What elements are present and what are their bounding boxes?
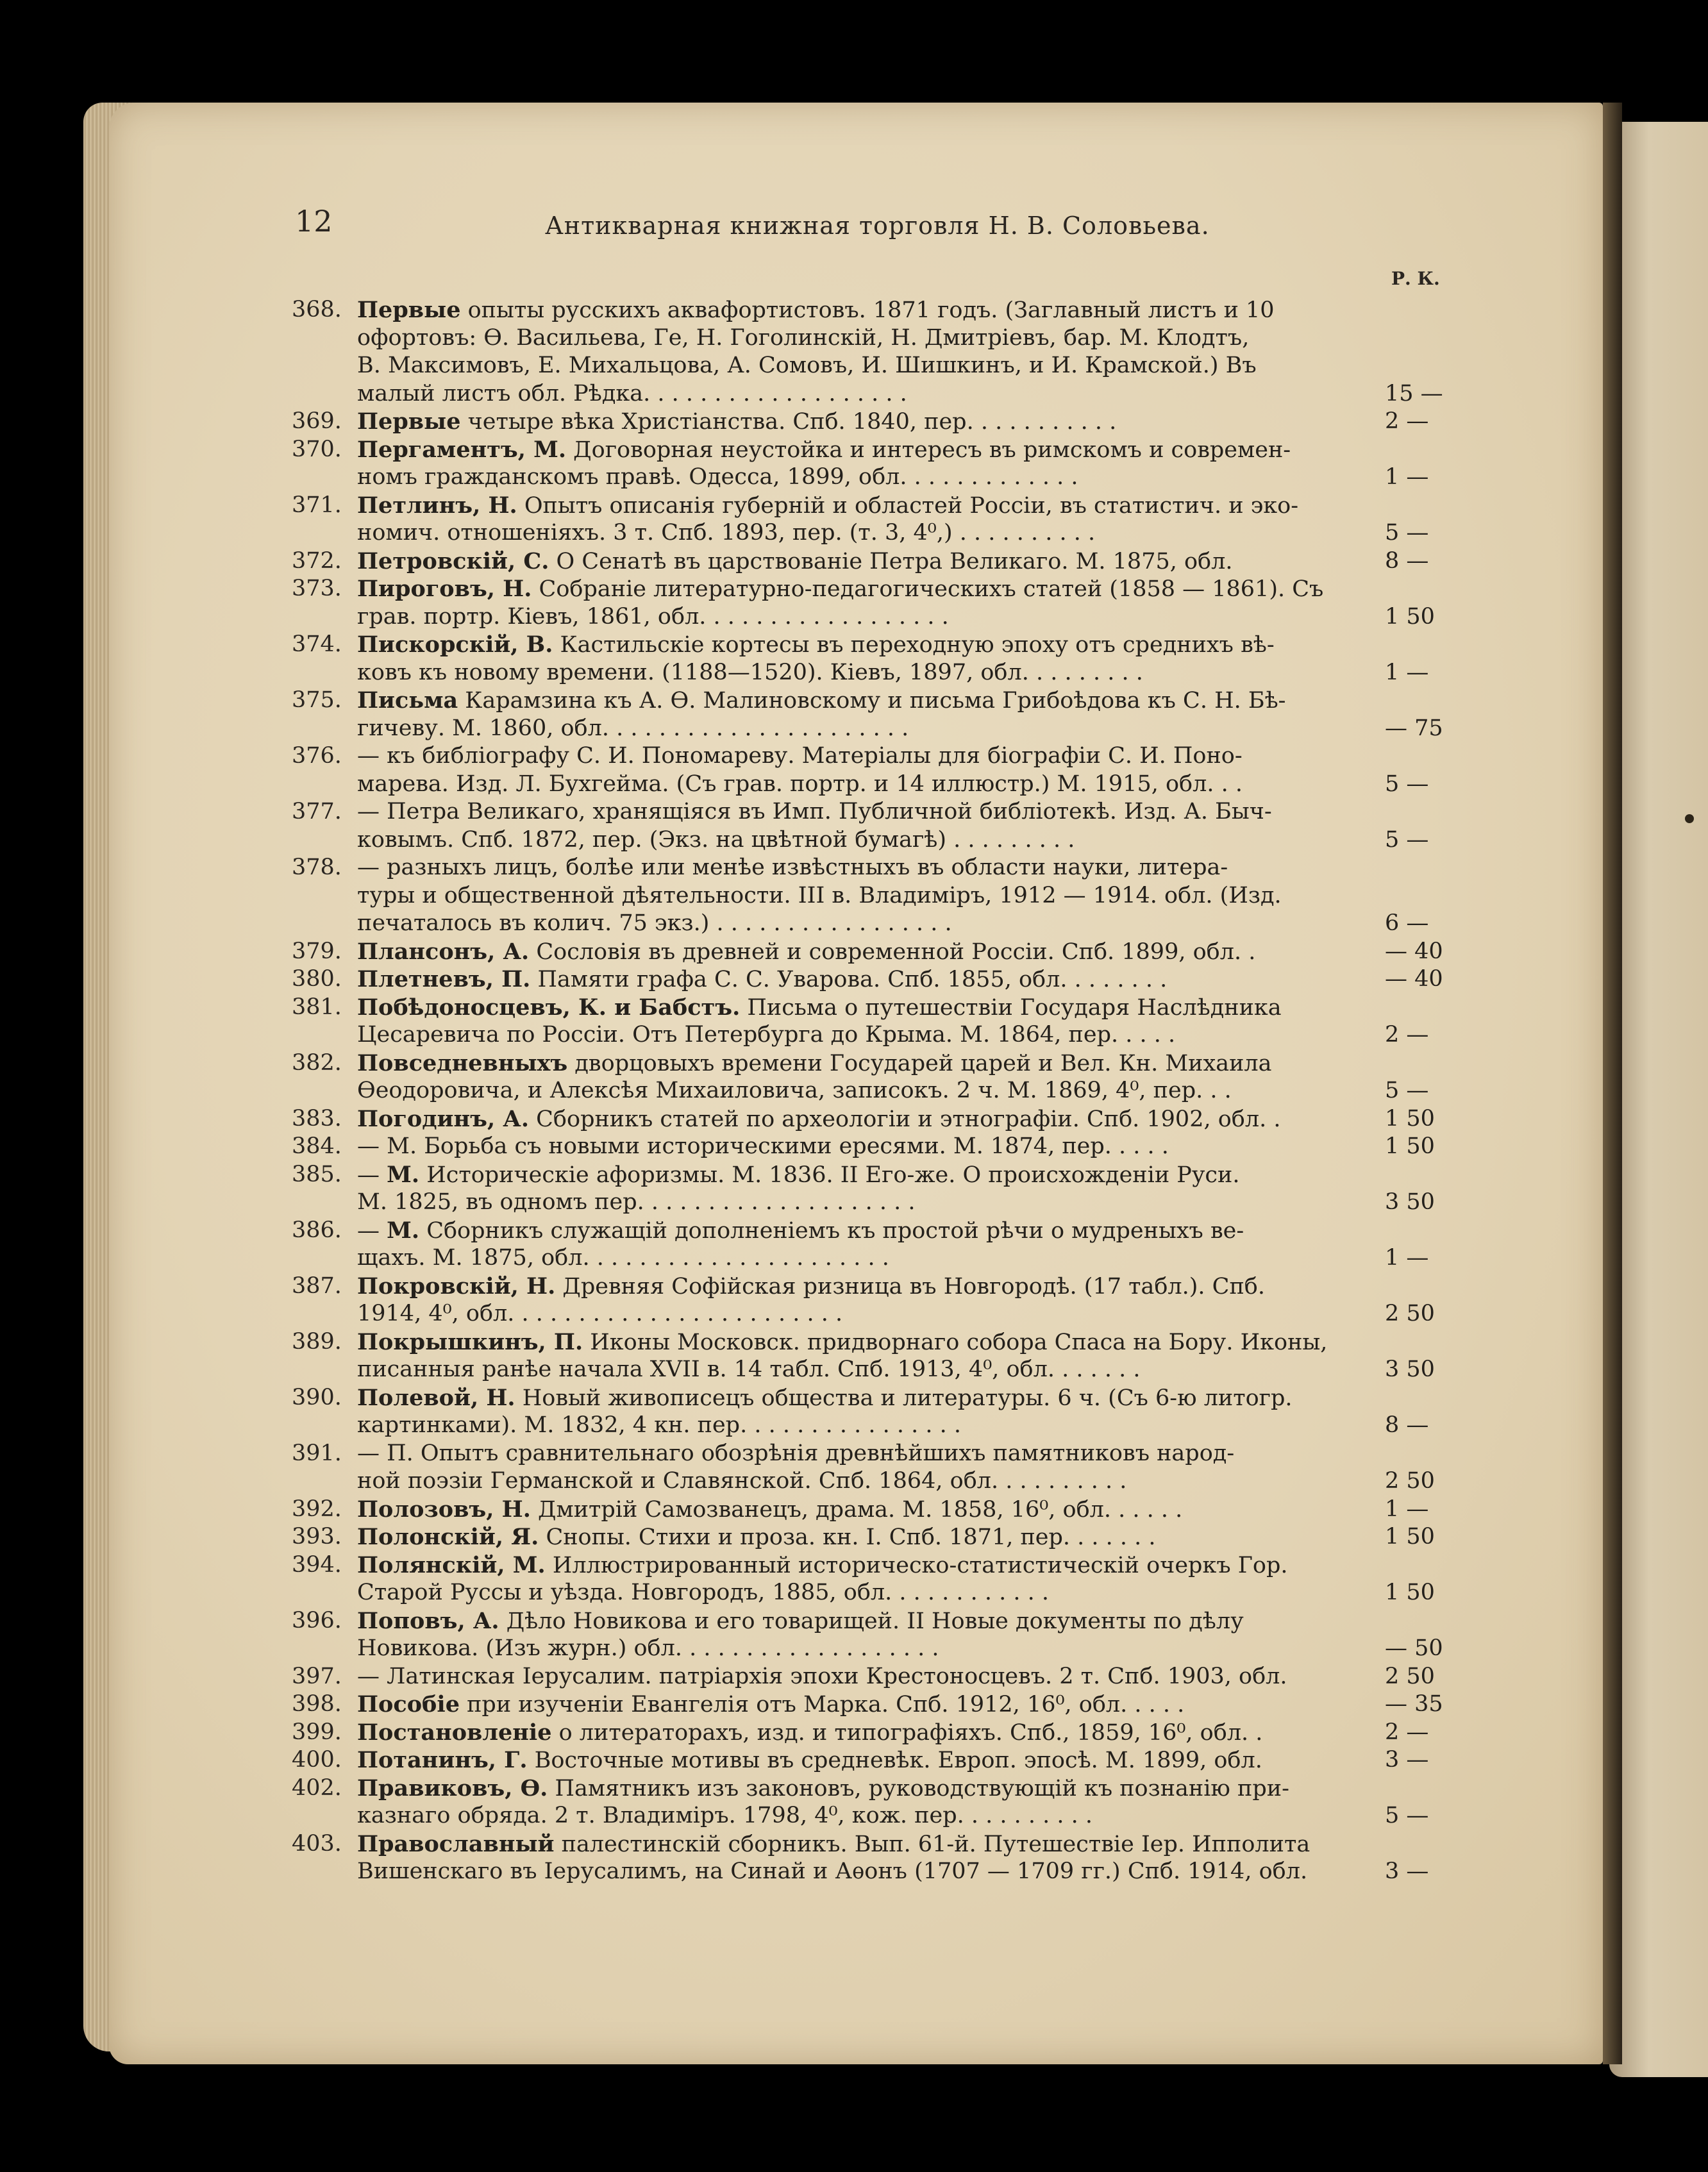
entry-text-line: ной поэзіи Германской и Славянской. Спб. 1864, обл. . . . . . . . . . bbox=[357, 1468, 1127, 1494]
entry-text-line: офортовъ: Ѳ. Васильева, Ге, Н. Гоголинскій, Н. Дмитріевъ, бар. М. Клодтъ, bbox=[357, 324, 1250, 351]
entry-text-line: Покрышкинъ, П. Иконы Московск. придворнаго собора Спаса на Бору. Иконы, bbox=[357, 1328, 1328, 1355]
entry-price: 8 — bbox=[1385, 1412, 1429, 1438]
entry-price: 2 — bbox=[1385, 1022, 1429, 1048]
entry-number: 392. bbox=[292, 1496, 342, 1522]
entry-price: 2 50 bbox=[1385, 1663, 1435, 1689]
entry-text-line: Новикова. (Изъ журн.) обл. . . . . . . . . . . . . . . . . . . bbox=[357, 1635, 939, 1661]
entry-price: — 50 bbox=[1385, 1635, 1443, 1661]
entry-text-line: Петровскій, С. О Сенатѣ въ царствованіе Петра Великаго. М. 1875, обл. bbox=[357, 547, 1233, 574]
entry-text-line: Полонскій, Я. Снопы. Стихи и проза. кн. I. Спб. 1871, пер. . . . . . . bbox=[357, 1524, 1156, 1550]
entry-price: 5 — bbox=[1385, 520, 1429, 546]
entry-number: 400. bbox=[292, 1747, 342, 1773]
entry-text-line: Ѳеодоровича, и Алексѣя Михаиловича, записокъ. 2 ч. М. 1869, 4⁰, пер. . . bbox=[357, 1078, 1232, 1103]
entry-number: 372. bbox=[292, 547, 342, 574]
entry-number: 377. bbox=[292, 799, 342, 824]
price-column-header: Р. К. bbox=[1391, 268, 1440, 289]
entry-price: 2 50 bbox=[1385, 1301, 1435, 1326]
entry-text-line: — Латинская Іерусалим. патріархія эпохи Крестоносцевъ. 2 т. Спб. 1903, обл. bbox=[357, 1663, 1287, 1689]
entry-number: 374. bbox=[292, 631, 342, 657]
entry-text-line: Вишенскаго въ Іерусалимъ, на Синай и Аѳонъ (1707 — 1709 гг.) Спб. 1914, обл. bbox=[357, 1859, 1308, 1884]
entry-number: 376. bbox=[292, 743, 342, 769]
running-head: Антикварная книжная торговля Н. В. Соловьева. bbox=[545, 212, 1210, 240]
entry-text-line: Первые опыты русскихъ аквафортистовъ. 1871 годъ. (Заглавный листъ и 10 bbox=[357, 297, 1275, 323]
entry-text-line: Петлинъ, Н. Опытъ описанія губерній и областей Россіи, въ статистич. и эко- bbox=[357, 492, 1299, 519]
entry-price: 1 50 bbox=[1385, 1580, 1435, 1605]
entry-price: 3 50 bbox=[1385, 1357, 1435, 1382]
entry-number: 368. bbox=[292, 297, 342, 322]
entry-price: 1 50 bbox=[1385, 1105, 1435, 1132]
entry-text-line: Постановленіе о литераторахъ, изд. и типографіяхъ. Спб., 1859, 16⁰, обл. . bbox=[357, 1719, 1263, 1746]
entry-number: 398. bbox=[292, 1691, 342, 1717]
entry-number: 381. bbox=[292, 994, 342, 1020]
entry-text-line: Пергаментъ, М. Договорная неустойка и интересъ въ римскомъ и современ- bbox=[357, 436, 1291, 463]
entry-price: 3 — bbox=[1385, 1859, 1429, 1884]
entry-text-line: Старой Руссы и уѣзда. Новгородъ, 1885, обл. . . . . . . . . . . . bbox=[357, 1580, 1050, 1605]
entry-text-line: — П. Опытъ сравнительнаго обозрѣнія древнѣйшихъ памятниковъ народ- bbox=[357, 1440, 1235, 1466]
entry-number: 373. bbox=[292, 576, 342, 601]
page-number: 12 bbox=[295, 204, 333, 238]
stain-mark bbox=[1685, 814, 1694, 823]
entry-number: 403. bbox=[292, 1830, 342, 1857]
entry-price: — 40 bbox=[1385, 938, 1443, 964]
entry-text-line: Погодинъ, А. Сборникъ статей по археологіи и этнографіи. Спб. 1902, обл. . bbox=[357, 1105, 1281, 1132]
entry-text-line: писанныя ранѣе начала XVII в. 14 табл. Спб. 1913, 4⁰, обл. . . . . . . bbox=[357, 1357, 1141, 1382]
entry-text-line: Пироговъ, Н. Собраніе литературно-педагогическихъ статей (1858 — 1861). Съ bbox=[357, 576, 1324, 602]
entry-text-line: Полозовъ, Н. Дмитрій Самозванецъ, драма. М. 1858, 16⁰, обл. . . . . . bbox=[357, 1496, 1183, 1523]
entry-number: 399. bbox=[292, 1719, 342, 1745]
entry-number: 382. bbox=[292, 1049, 342, 1076]
entry-number: 387. bbox=[292, 1273, 342, 1299]
entry-text-line: В. Максимовъ, Е. Михальцова, А. Сомовъ, И. Шишкинъ, и И. Крамской.) Въ bbox=[357, 353, 1257, 378]
entry-number: 380. bbox=[292, 966, 342, 992]
entry-number: 391. bbox=[292, 1440, 342, 1466]
entry-text-line: М. 1825, въ одномъ пер. . . . . . . . . . . . . . . . . . . . bbox=[357, 1189, 916, 1215]
entry-text-line: марева. Изд. Л. Бухгейма. (Съ грав. портр. и 14 иллюстр.) М. 1915, обл. . . bbox=[357, 771, 1243, 797]
book-gutter bbox=[1603, 103, 1622, 2064]
entry-text-line: Православный палестинскій сборникъ. Вып. 61-й. Путешествіе Іер. Ипполита bbox=[357, 1830, 1310, 1857]
entry-price: 5 — bbox=[1385, 1803, 1429, 1828]
entry-price: — 75 bbox=[1385, 715, 1443, 741]
entry-number: 393. bbox=[292, 1524, 342, 1550]
entry-text-line: Повседневныхъ дворцовыхъ времени Государей царей и Вел. Кн. Михаила bbox=[357, 1049, 1272, 1076]
entry-number: 386. bbox=[292, 1217, 342, 1243]
entry-price: 1 — bbox=[1385, 1245, 1429, 1271]
entry-text-line: номъ гражданскомъ правѣ. Одесса, 1899, обл. . . . . . . . . . . . . bbox=[357, 464, 1078, 490]
entry-number: 402. bbox=[292, 1775, 342, 1801]
entry-price: 5 — bbox=[1385, 1078, 1429, 1103]
entry-text-line: Поповъ, А. Дѣло Новикова и его товарищей. II Новые документы по дѣлу bbox=[357, 1607, 1244, 1634]
entry-text-line: грав. портр. Кіевъ, 1861, обл. . . . . . . . . . . . . . . . . . bbox=[357, 603, 949, 630]
entry-text-line: Плансонъ, А. Сословія въ древней и современной Россіи. Спб. 1899, обл. . bbox=[357, 938, 1256, 965]
entry-number: 385. bbox=[292, 1161, 342, 1187]
entry-text-line: — къ библіографу С. И. Пономареву. Матеріалы для біографіи С. И. Поно- bbox=[357, 743, 1243, 769]
entry-number: 396. bbox=[292, 1607, 342, 1633]
entry-text-line: номич. отношеніяхъ. 3 т. Спб. 1893, пер. (т. 3, 4⁰,) . . . . . . . . . . bbox=[357, 520, 1096, 546]
entry-text-line: печаталось въ колич. 75 экз.) . . . . . . . . . . . . . . . . . bbox=[357, 910, 952, 936]
entry-text-line: гичеву. М. 1860, обл. . . . . . . . . . . . . . . . . . . . . . bbox=[357, 715, 909, 741]
entry-number: 375. bbox=[292, 687, 342, 713]
entry-text-line: щахъ. М. 1875, обл. . . . . . . . . . . . . . . . . . . . . . bbox=[357, 1245, 889, 1271]
entry-text-line: Первые четыре вѣка Христіанства. Спб. 1840, пер. . . . . . . . . . . bbox=[357, 408, 1117, 435]
entry-text-line: малый листъ обл. Рѣдка. . . . . . . . . . . . . . . . . . . bbox=[357, 380, 907, 406]
entry-number: 378. bbox=[292, 855, 342, 880]
entry-text-line: Полевой, Н. Новый живописецъ общества и литературы. 6 ч. (Съ 6-ю литогр. bbox=[357, 1384, 1293, 1411]
entry-text-line: картинками). М. 1832, 4 кн. пер. . . . . . . . . . . . . . . . bbox=[357, 1412, 961, 1438]
entry-number: 384. bbox=[292, 1133, 342, 1159]
entry-text-line: — разныхъ лицъ, болѣе или менѣе извѣстныхъ въ области науки, литера- bbox=[357, 855, 1228, 880]
entry-price: 2 — bbox=[1385, 408, 1429, 434]
entry-number: 383. bbox=[292, 1105, 342, 1132]
entry-price: 1 — bbox=[1385, 659, 1429, 685]
entry-price: 6 — bbox=[1385, 910, 1429, 936]
entry-text-line: ковымъ. Спб. 1872, пер. (Экз. на цвѣтной бумагѣ) . . . . . . . . . bbox=[357, 826, 1075, 853]
entry-price: 1 — bbox=[1385, 1496, 1429, 1522]
entry-price: 1 50 bbox=[1385, 1524, 1435, 1550]
entry-text-line: Побѣдоносцевъ, К. и Бабстъ. Письма о путешествіи Государя Наслѣдника bbox=[357, 994, 1282, 1021]
entry-number: 370. bbox=[292, 436, 342, 462]
entry-price: 3 50 bbox=[1385, 1189, 1435, 1215]
entry-text-line: Письма Карамзина къ А. Ѳ. Малиновскому и письма Грибоѣдова къ С. Н. Бѣ- bbox=[357, 687, 1286, 714]
facing-page bbox=[1609, 122, 1708, 2077]
entry-text-line: Цесаревича по Россіи. Отъ Петербурга до Крыма. М. 1864, пер. . . . . bbox=[357, 1022, 1176, 1048]
entry-text-line: — М. Историческіе афоризмы. М. 1836. II Его-же. О происхожденіи Руси. bbox=[357, 1161, 1240, 1188]
entry-text-line: Пискорскій, В. Кастильскіе кортесы въ переходную эпоху отъ среднихъ вѣ- bbox=[357, 631, 1275, 658]
entry-text-line: Плетневъ, П. Памяти графа С. С. Уварова. Спб. 1855, обл. . . . . . . . bbox=[357, 966, 1168, 992]
entry-price: 15 — bbox=[1385, 380, 1443, 406]
entry-text-line: Пособіе при изученіи Евангелія отъ Марка. Спб. 1912, 16⁰, обл. . . . . bbox=[357, 1691, 1185, 1717]
entry-price: 1 50 bbox=[1385, 1133, 1435, 1159]
entry-text-line: туры и общественной дѣятельности. III в. Владиміръ, 1912 — 1914. обл. (Изд. bbox=[357, 882, 1282, 908]
entry-text-line: Полянскій, М. Иллюстрированный историческо-статистическій очеркъ Гор. bbox=[357, 1551, 1288, 1578]
entry-number: 394. bbox=[292, 1551, 342, 1578]
entry-text-line: — М. Сборникъ служащій дополненіемъ къ простой рѣчи о мудреныхъ ве- bbox=[357, 1217, 1244, 1244]
entry-price: — 35 bbox=[1385, 1691, 1443, 1717]
entry-price: 1 — bbox=[1385, 464, 1429, 490]
entry-text-line: 1914, 4⁰, обл. . . . . . . . . . . . . . . . . . . . . . . . bbox=[357, 1301, 843, 1326]
entry-number: 379. bbox=[292, 938, 342, 964]
entry-price: 1 50 bbox=[1385, 603, 1435, 630]
entry-text-line: Потанинъ, Г. Восточные мотивы въ средневѣк. Европ. эпосѣ. М. 1899, обл. bbox=[357, 1747, 1262, 1773]
entry-text-line: Покровскій, Н. Древняя Софійская ризница въ Новгородѣ. (17 табл.). Спб. bbox=[357, 1273, 1265, 1299]
entry-text-line: — Петра Великаго, хранящіяся въ Имп. Публичной библіотекѣ. Изд. А. Быч- bbox=[357, 799, 1272, 824]
entry-price: 8 — bbox=[1385, 547, 1429, 574]
entry-number: 371. bbox=[292, 492, 342, 518]
entry-text-line: Правиковъ, Ѳ. Памятникъ изъ законовъ, руководствующій къ познанію при- bbox=[357, 1775, 1289, 1801]
entry-number: 390. bbox=[292, 1384, 342, 1410]
entry-price: 5 — bbox=[1385, 771, 1429, 797]
entry-number: 369. bbox=[292, 408, 342, 434]
entry-number: 389. bbox=[292, 1328, 342, 1355]
entry-price: 5 — bbox=[1385, 826, 1429, 853]
entry-price: — 40 bbox=[1385, 966, 1443, 992]
entry-text-line: — М. Борьба съ новыми историческими ересями. М. 1874, пер. . . . . bbox=[357, 1133, 1169, 1159]
entry-text-line: казнаго обряда. 2 т. Владиміръ. 1798, 4⁰, кож. пер. . . . . . . . . . bbox=[357, 1803, 1093, 1828]
entry-number: 397. bbox=[292, 1663, 342, 1689]
entry-price: 2 50 bbox=[1385, 1468, 1435, 1494]
entry-price: 2 — bbox=[1385, 1719, 1429, 1745]
entry-price: 3 — bbox=[1385, 1747, 1429, 1773]
entry-text-line: ковъ къ новому времени. (1188—1520). Кіевъ, 1897, обл. . . . . . . . . bbox=[357, 659, 1143, 685]
